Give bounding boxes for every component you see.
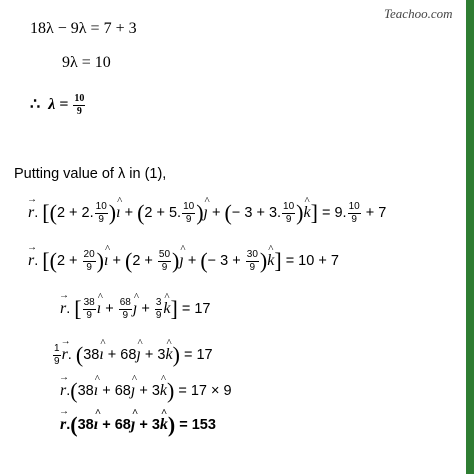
equation-1: r →. [(2 + 2. $\frac{10}{9}$ )ı ^ + (2 + 5. $\frac{10}{9}$ )ȷ ^ + (− 3 + 3. $\frac{10}{9}$ )k ^] = 9. $\frac{10}{9}$ + 7 xyxy=(28,200,386,226)
therefore-symbol: ∴ xyxy=(30,96,41,114)
equation-6-final: r →.(38ı ^ + 68ȷ ^ + 3k ^) = 153 xyxy=(60,412,216,438)
lambda-result-label: λ = xyxy=(48,96,73,114)
step-1-equation: 18λ − 9λ = 7 + 3 xyxy=(30,20,137,37)
side-accent-bar xyxy=(466,0,474,474)
equation-2: r →. [(2 + $\frac{20}{9}$ )ı ^ + (2 + $\frac{50}{9}$ )ȷ ^ + (− 3 + $\frac{30}{9}$ )k ^] = 10 + 7 xyxy=(28,248,339,274)
step-3-result xyxy=(30,94,86,117)
equation-3: r →. [ $\frac{38}{9}$ ı ^ + $\frac{68}{9}$ ȷ ^ + $\frac{3}{9}$ k ^] = 17 xyxy=(60,296,211,322)
teachoo-logo: Teachoo.com xyxy=(384,6,453,21)
fraction-numerator: 10 xyxy=(74,93,85,104)
putting-value-text: Putting value of λ in (1), xyxy=(14,166,167,182)
lambda-result-fraction xyxy=(73,94,85,117)
step-2-equation: 9λ = 10 xyxy=(62,54,111,71)
equation-5: r →.(38ı ^ + 68ȷ ^ + 3k ^) = 17 × 9 xyxy=(60,378,232,404)
equation-4: $\frac{1}{9}$ r →. (38ı ^ + 68ȷ ^ + 3k ^) = 17 xyxy=(52,342,213,368)
fraction-denominator: 9 xyxy=(76,106,82,117)
